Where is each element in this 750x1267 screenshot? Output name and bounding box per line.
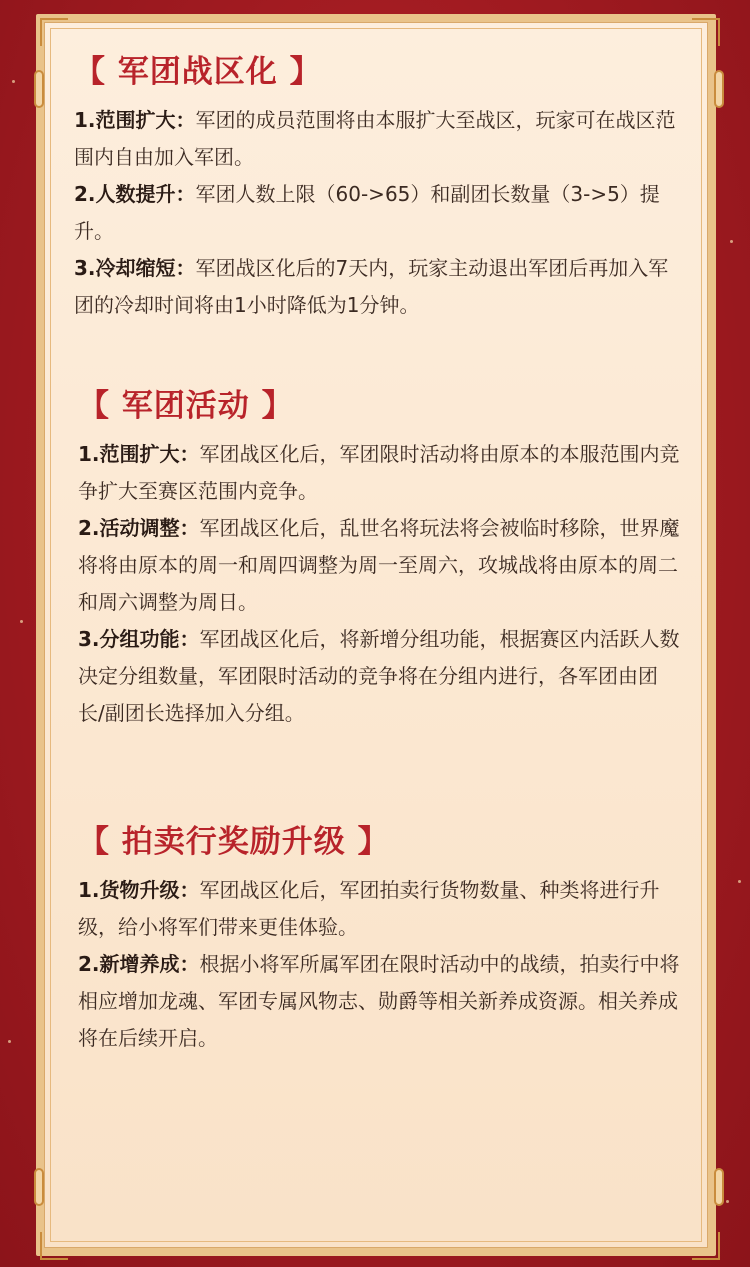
item-text: 军团战区化后，军团拍卖行货物数量、种类将进行升级，给小将军们带来更佳体验。 — [78, 878, 660, 939]
item-lead: 2.人数提升： — [74, 182, 196, 206]
item-lead: 3.分组功能： — [78, 627, 200, 651]
side-ornament — [714, 70, 724, 108]
list-item — [78, 621, 684, 732]
item-text: 军团战区化后，军团限时活动将由原本的本服范围内竞争扩大至赛区范围内竞争。 — [78, 442, 680, 503]
corner-ornament — [40, 1232, 68, 1260]
list-item — [78, 436, 684, 510]
item-lead: 2.活动调整： — [78, 516, 200, 540]
section-title: 【 军团战区化 】 — [74, 54, 322, 90]
item-lead: 1.范围扩大： — [74, 108, 196, 132]
sparkle-dot — [726, 1200, 729, 1203]
sparkle-dot — [8, 1040, 11, 1043]
item-text: 军团战区化后，乱世名将玩法将会被临时移除，世界魔将将由原本的周一和周四调整为周一至周六，攻城战将由原本的周二和周六调整为周日。 — [78, 516, 680, 614]
item-text: 根据小将军所属军团在限时活动中的战绩，拍卖行中将相应增加龙魂、军团专属风物志、勋爵等相关新养成资源。相关养成将在后续开启。 — [78, 952, 680, 1050]
item-lead: 2.新增养成： — [78, 952, 200, 976]
section-title: 【 拍卖行奖励升级 】 — [78, 824, 390, 860]
section-legion-warzone — [74, 50, 684, 324]
section-auction-upgrade — [78, 820, 684, 1057]
list-item — [74, 102, 684, 176]
list-item — [74, 176, 684, 250]
item-text: 军团的成员范围将由本服扩大至战区，玩家可在战区范围内自由加入军团。 — [74, 108, 676, 169]
list-item — [78, 946, 684, 1057]
side-ornament — [34, 70, 44, 108]
corner-ornament — [692, 18, 720, 46]
sparkle-dot — [738, 880, 741, 883]
item-text: 军团人数上限（60->65）和副团长数量（3->5）提升。 — [74, 182, 660, 243]
sparkle-dot — [20, 620, 23, 623]
corner-ornament — [40, 18, 68, 46]
sparkle-dot — [730, 240, 733, 243]
item-text: 军团战区化后的7天内，玩家主动退出军团后再加入军团的冷却时间将由1小时降低为1分钟。 — [74, 256, 669, 317]
item-text: 军团战区化后，将新增分组功能，根据赛区内活跃人数决定分组数量，军团限时活动的竞争将在分组内进行，各军团由团长/副团长选择加入分组。 — [78, 627, 680, 725]
side-ornament — [34, 1168, 44, 1206]
item-lead: 1.范围扩大： — [78, 442, 200, 466]
corner-ornament — [692, 1232, 720, 1260]
list-item — [74, 250, 684, 324]
list-item — [78, 510, 684, 621]
list-item — [78, 872, 684, 946]
item-lead: 3.冷却缩短： — [74, 256, 196, 280]
side-ornament — [714, 1168, 724, 1206]
section-legion-activities — [78, 384, 684, 732]
section-title: 【 军团活动 】 — [78, 388, 294, 424]
item-lead: 1.货物升级： — [78, 878, 200, 902]
sparkle-dot — [12, 80, 15, 83]
